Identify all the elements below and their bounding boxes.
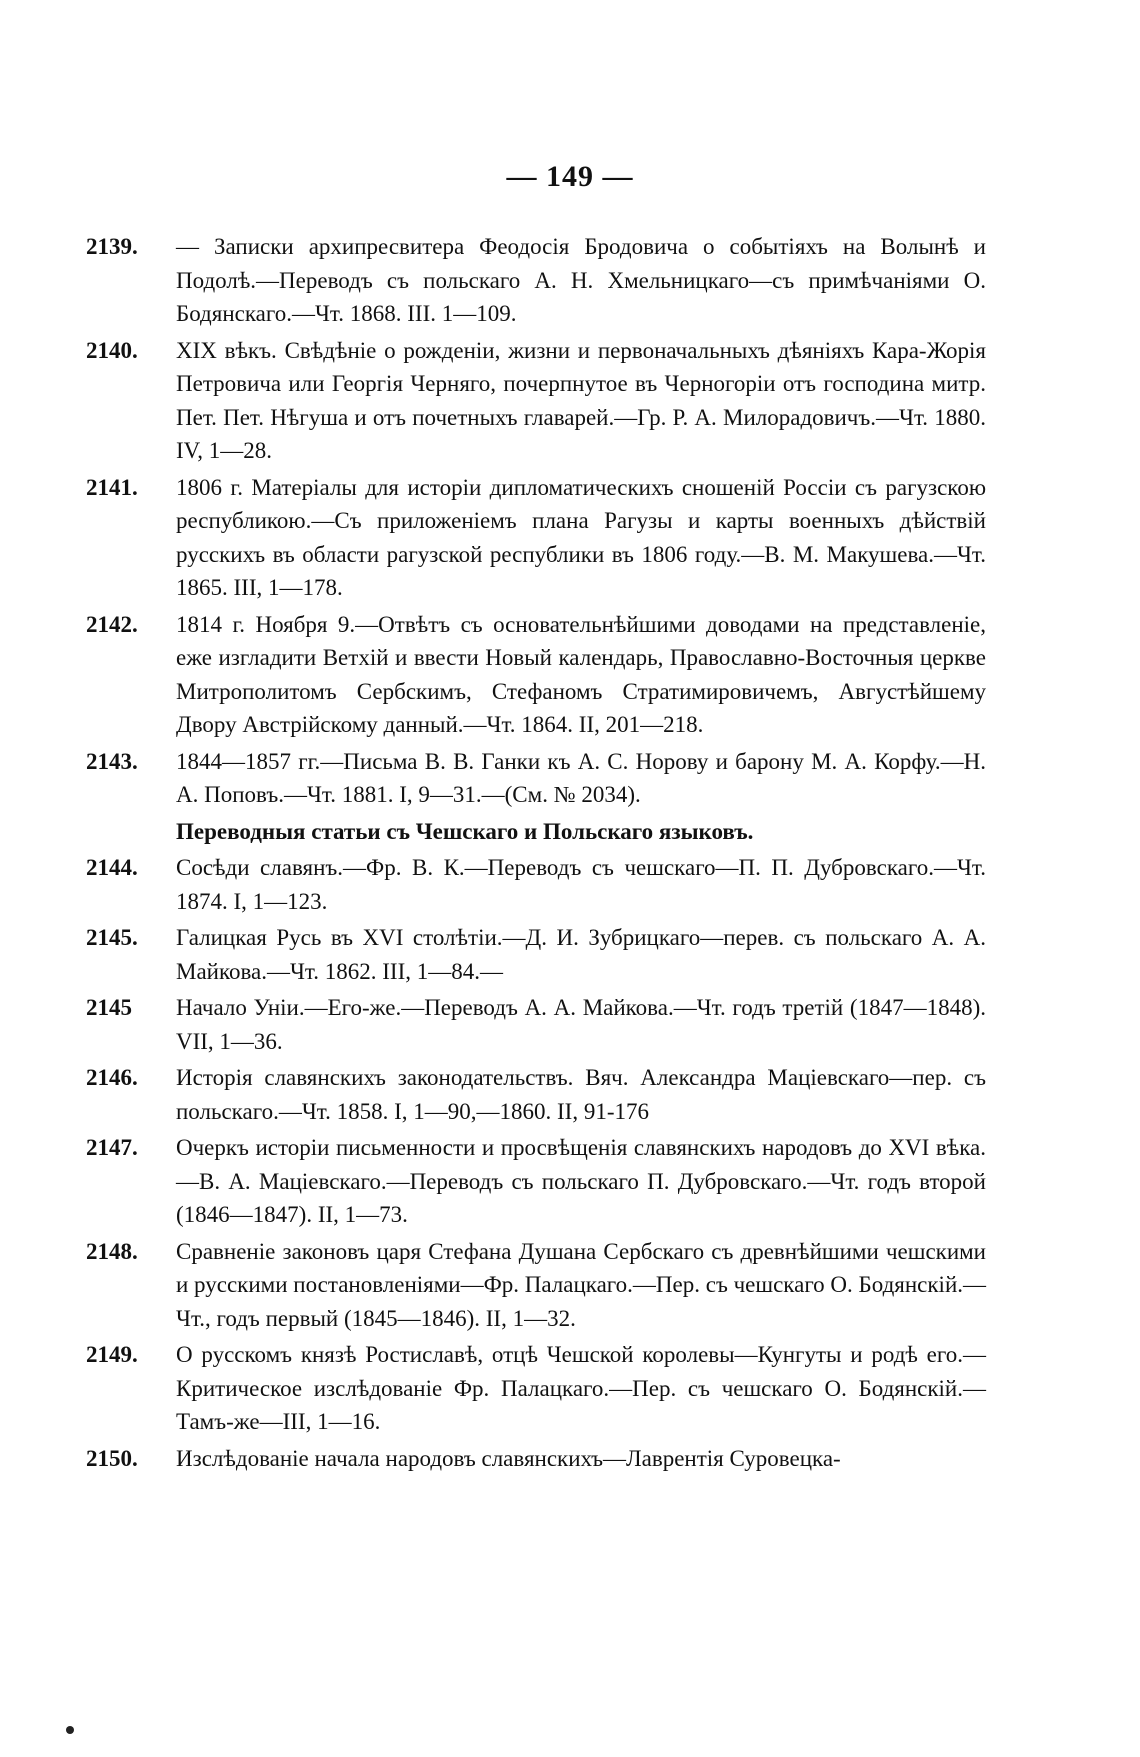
entry-text: Очеркъ исторіи письменности и просвѣщенія славянскихъ народовъ до XVI вѣка.—В. А. Маціевскаго.—Переводъ съ польскаго П. Дубровскаго.—Чт. годъ второй (1846—1847). II, 1—73. [176,1135,986,1227]
entry-text: Сравненіе законовъ царя Стефана Душана Сербскаго съ древнѣйшими чешскими и русскими постановленіями—Фр. Палацкаго.—Пер. съ чешскаго О. Бодянскій.—Чт., годъ первый (1845—1846). II, 1—32. [176,1238,987,1331]
entry-2142 [86,608,986,742]
entry-number: 2149. [86,1342,138,1367]
entry-number: 2140. [86,337,138,363]
entry-text: Изслѣдованіе начала народовъ славянскихъ—Лаврентія Суровецка- [176,1445,841,1471]
entry-number: 2150. [86,1445,138,1471]
entry-number: 2143. [86,748,138,774]
entry-text: Соcѣди славянъ.—Фр. В. К.—Переводъ съ чешскаго—П. П. Дубровскаго.—Чт. 1874. I, 1—123. [176,855,986,914]
entry-2144 [86,851,986,918]
entry-number: 2139. [86,234,138,259]
entry-number: 2146. [86,1065,138,1090]
entry-2143 [86,745,986,812]
entry-text: Начало Уніи.—Его-же.—Переводъ А. А. Майкова.—Чт. годъ третій (1847—1848). VII, 1—36. [176,995,986,1054]
entry-text: — Записки архипресвитера Феодосія Бродовича о событіяхъ на Волынѣ и Подолѣ.—Переводъ съ польскаго А. Н. Хмельницкаго—съ примѣчаніями О. Бодянскаго.—Чт. 1868. III. 1—109. [176,234,986,326]
bibliography-list [86,230,986,1478]
entry-2148 [86,1235,986,1336]
entry-2141 [86,471,986,605]
entry-number: 2147. [86,1135,138,1160]
entry-number: 2142. [86,611,138,637]
entry-number: 2148. [86,1238,138,1264]
entry-number: 2144. [86,855,138,880]
entry-2146 [86,1061,986,1128]
entry-2139 [86,230,986,331]
entry-text: 1806 г. Матеріалы для исторіи дипломатическихъ сношеній Россіи съ рагузскою республикою.—Съ приложеніемъ плана Рагузы и карты военныхъ дѣйствій русскихъ въ области рагузской республики въ 1806 году.—В. М. Макушева.—Чт. 1865. III, 1—178. [176,474,986,600]
entry-2149 [86,1338,986,1439]
entry-text: 1814 г. Ноября 9.—Отвѣтъ съ основательнѣйшими доводами на представленіе, еже изгладити Ветхій и ввести Новый календарь, Православно-Восточныя церкве Митрополитомъ Сербскимъ, Стефаномъ Стратимировичемъ, Августѣйшему Двору Австрійскому данный.—Чт. 1864. II, 201—218. [176,611,986,737]
ink-speck [66,1726,74,1734]
entry-text: Галицкая Русь въ XVI столѣтіи.—Д. И. Зубрицкаго—перев. съ польскаго А. А. Майкова.—Чт. 1862. III, 1—84.— [176,925,986,984]
entry-2145 [86,921,986,988]
page-number: — 149 — [506,160,634,193]
entry-text: XIX вѣкъ. Свѣдѣніе о рожденіи, жизни и первоначальныхъ дѣяніяхъ Кара-Жорія Петровича или Георгія Черняго, почерпнутое въ Черногоріи отъ господина митр. Пет. Пет. Нѣгуша и отъ почетныхъ главарей.—Гр. Р. А. Милорадовичъ.—Чт. 1880. IV, 1—28. [176,337,986,463]
entry-2147 [86,1131,986,1232]
entry-number: 2145 [86,995,132,1020]
entry-number: 2145. [86,925,138,950]
entry-text: О русскомъ князѣ Ростиславѣ, отцѣ Чешской королевы—Кунгуты и родѣ его.—Критическое изслѣдованіе Фр. Палацкаго.—Пер. съ чешскаго О. Бодянскій.—Тамъ-же—III, 1—16. [176,1342,986,1434]
entry-text: 1844—1857 гг.—Письма В. В. Ганки къ А. С. Норову и барону М. А. Корфу.—Н. А. Поповъ.—Чт. 1881. I, 9—31.—(См. № 2034). [176,748,986,807]
entry-number: 2141. [86,474,138,500]
entry-2150 [86,1442,986,1476]
entry-text: Исторія славянскихъ законодательствъ. Вяч. Александра Маціевскаго—пер. съ польскаго.—Чт. 1858. I, 1—90,—1860. II, 91-176 [176,1065,986,1124]
section-heading: Переводныя статьи съ Чешскаго и Польскаго языковъ. [176,818,754,844]
entry-2145-b [86,991,986,1058]
entry-2140 [86,334,986,468]
